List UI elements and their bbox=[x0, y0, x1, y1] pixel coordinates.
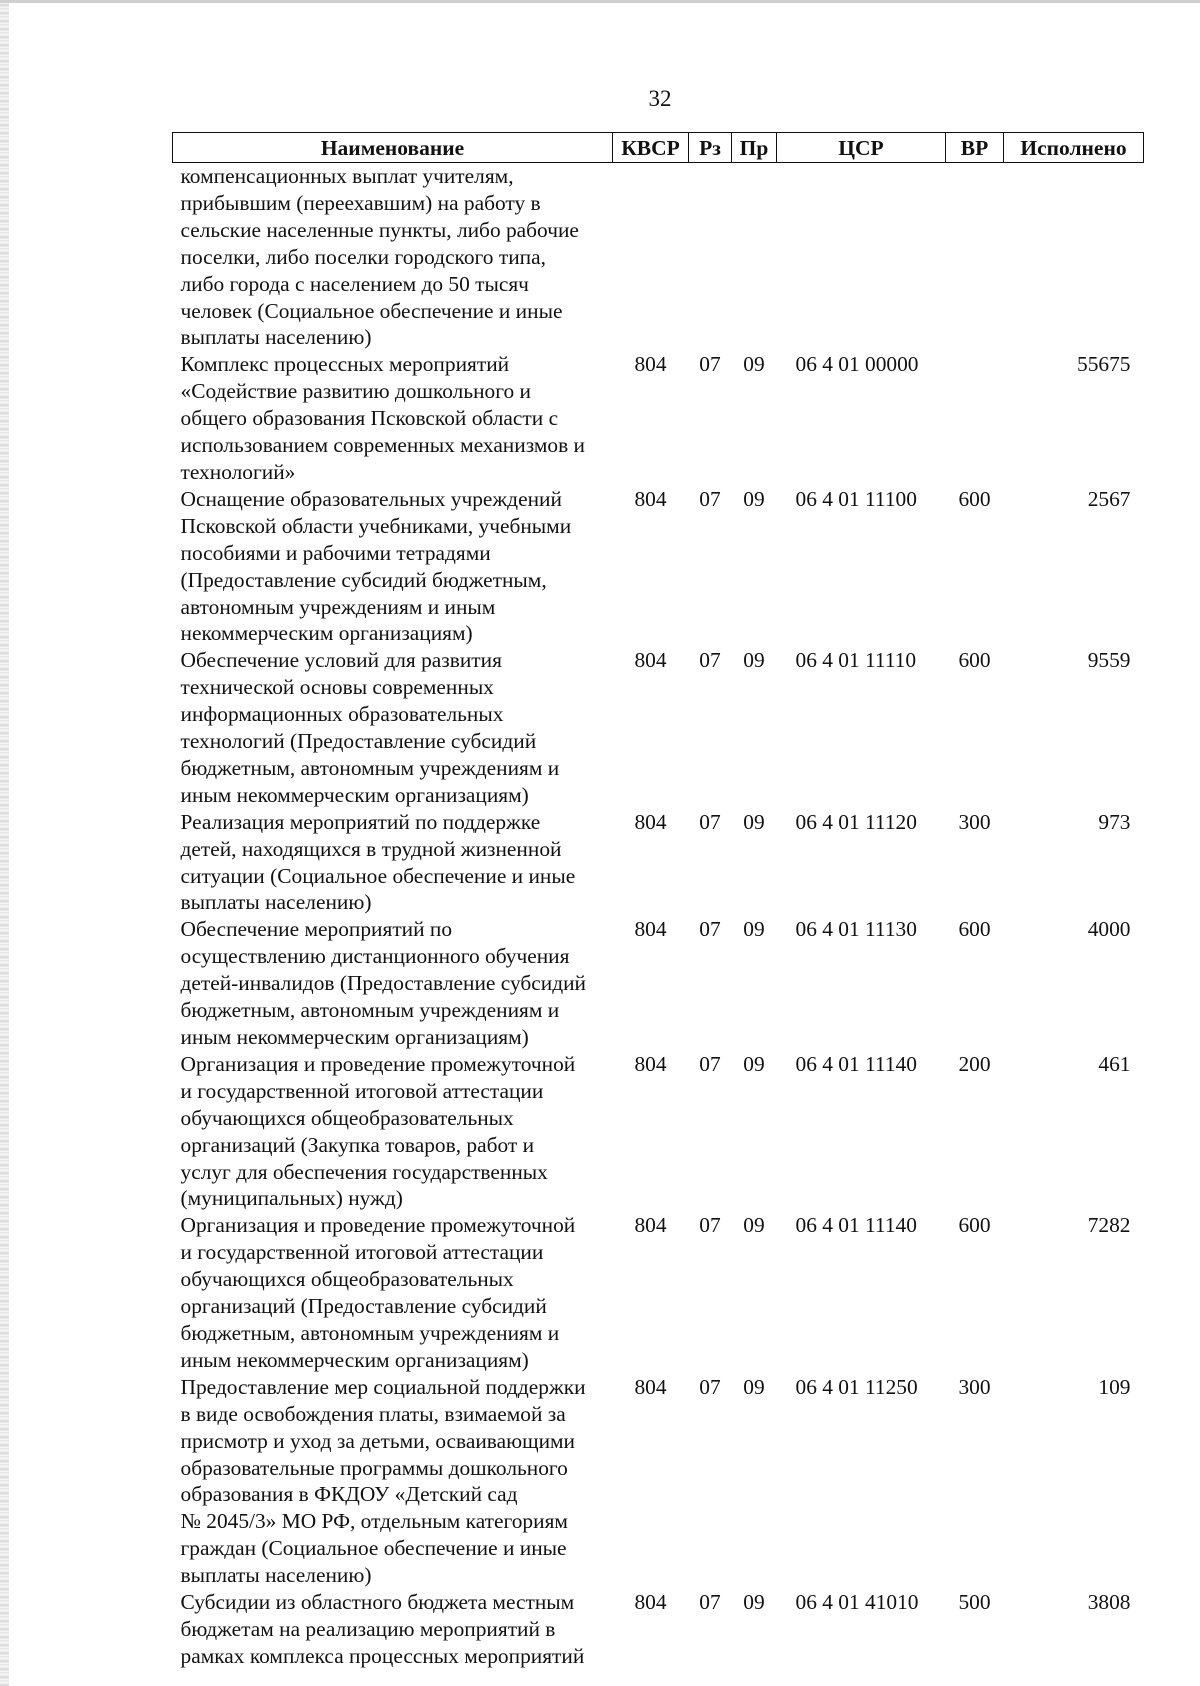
name-line: и государственной итоговой аттестации bbox=[180, 1240, 544, 1265]
row-csr: 06 4 01 00000 bbox=[795, 352, 919, 377]
name-line: сельские населенные пункты, либо рабочие bbox=[180, 217, 579, 242]
name-line: присмотр и уход за детьми, осваивающими bbox=[180, 1428, 575, 1453]
name-line: технологий» bbox=[180, 459, 296, 484]
row-sum: 55675 bbox=[1077, 352, 1131, 377]
table-row bbox=[173, 809, 1144, 917]
row-kvsr bbox=[613, 163, 689, 352]
name-line: бюджетным, автономным учреждениям и bbox=[180, 1320, 560, 1345]
name-line: некоммерческим организациям) bbox=[180, 621, 473, 646]
name-line: прибывшим (переехавшим) на работу в bbox=[180, 190, 541, 215]
name-line: организаций (Предоставление субсидий bbox=[180, 1294, 547, 1319]
name-line: образования в ФКДОУ «Детский сад bbox=[180, 1482, 518, 1507]
row-vr: 300 bbox=[958, 1374, 991, 1399]
row-pr: 09 bbox=[743, 1374, 765, 1399]
name-line: технической основы современных bbox=[180, 675, 494, 700]
row-rz bbox=[689, 163, 732, 352]
row-kvsr: 804 bbox=[634, 809, 667, 834]
row-pr: 09 bbox=[743, 486, 765, 511]
name-line: образовательные программы дошкольного bbox=[180, 1455, 568, 1480]
header-kvsr: КВСР bbox=[613, 133, 689, 163]
row-kvsr: 804 bbox=[634, 648, 667, 673]
row-vr: 500 bbox=[958, 1590, 991, 1615]
row-rz: 07 bbox=[699, 1213, 721, 1238]
name-line: «Содействие развитию дошкольного и bbox=[180, 379, 531, 404]
row-rz: 07 bbox=[699, 809, 721, 834]
name-line: бюджетным, автономным учреждениям и bbox=[180, 998, 560, 1023]
header-pr: Пр bbox=[732, 133, 777, 163]
row-rz: 07 bbox=[699, 917, 721, 942]
name-line: либо города с населением до 50 тысяч bbox=[180, 271, 529, 296]
row-rz: 07 bbox=[699, 486, 721, 511]
name-line: Организация и проведение промежуточной bbox=[180, 1051, 576, 1076]
name-line: выплаты населению) bbox=[180, 325, 372, 350]
name-line: ситуации (Социальное обеспечение и иные bbox=[180, 863, 576, 888]
row-name bbox=[173, 351, 613, 486]
name-line: информационных образовательных bbox=[180, 702, 504, 727]
table-body bbox=[173, 163, 1144, 1670]
scan-top-edge bbox=[0, 0, 1200, 3]
row-sum: 109 bbox=[1098, 1374, 1131, 1399]
row-pr: 09 bbox=[743, 648, 765, 673]
row-sum: 461 bbox=[1098, 1051, 1131, 1076]
row-name bbox=[173, 1589, 613, 1670]
table-row bbox=[173, 163, 1144, 352]
row-csr: 06 4 01 11120 bbox=[795, 809, 917, 834]
name-line: Обеспечение мероприятий по bbox=[180, 917, 453, 942]
name-line: осуществлению дистанционного обучения bbox=[180, 944, 570, 969]
header-name: Наименование bbox=[173, 133, 613, 163]
row-sum: 973 bbox=[1098, 809, 1131, 834]
name-line: Организация и проведение промежуточной bbox=[180, 1213, 576, 1238]
name-line: общего образования Псковской области с bbox=[180, 406, 559, 431]
row-pr: 09 bbox=[743, 917, 765, 942]
name-line: поселки, либо поселки городского типа, bbox=[180, 244, 546, 269]
row-rz: 07 bbox=[699, 648, 721, 673]
row-csr: 06 4 01 11130 bbox=[795, 917, 917, 942]
table-row bbox=[173, 647, 1144, 808]
name-line: граждан (Социальное обеспечение и иные bbox=[180, 1536, 567, 1561]
name-line: Комплекс процессных мероприятий bbox=[180, 352, 510, 377]
name-line: бюджетам на реализацию мероприятий в bbox=[180, 1616, 556, 1641]
row-csr: 06 4 01 11140 bbox=[795, 1213, 917, 1238]
name-line: компенсационных выплат учителям, bbox=[180, 164, 514, 188]
name-line: и государственной итоговой аттестации bbox=[180, 1078, 544, 1103]
name-line: обучающихся общеобразовательных bbox=[180, 1267, 514, 1292]
row-sum: 7282 bbox=[1087, 1213, 1131, 1238]
row-kvsr: 804 bbox=[634, 352, 667, 377]
name-line: в виде освобождения платы, взимаемой за bbox=[180, 1401, 566, 1426]
row-sum: 9559 bbox=[1087, 648, 1131, 673]
row-sum: 3808 bbox=[1087, 1590, 1131, 1615]
name-line: иным некоммерческим организациям) bbox=[180, 1025, 529, 1049]
row-pr: 09 bbox=[743, 352, 765, 377]
name-line: Псковской области учебниками, учебными bbox=[180, 513, 572, 538]
table-header bbox=[173, 133, 1144, 163]
row-name bbox=[173, 1051, 613, 1212]
table-row bbox=[173, 486, 1144, 647]
row-csr: 06 4 01 11110 bbox=[795, 648, 917, 673]
name-line: выплаты населению) bbox=[180, 1563, 372, 1588]
row-csr: 06 4 01 11140 bbox=[795, 1051, 917, 1076]
name-line: иным некоммерческим организациям) bbox=[180, 782, 529, 807]
row-pr: 09 bbox=[743, 1051, 765, 1076]
row-pr bbox=[732, 163, 777, 352]
name-line: бюджетным, автономным учреждениям и bbox=[180, 755, 560, 780]
row-sum: 4000 bbox=[1087, 917, 1131, 942]
row-name bbox=[173, 647, 613, 808]
row-kvsr: 804 bbox=[634, 1051, 667, 1076]
budget-table bbox=[172, 132, 1144, 1670]
name-line: Предоставление мер социальной поддержки bbox=[180, 1374, 586, 1399]
row-name bbox=[173, 486, 613, 647]
name-line: Обеспечение условий для развития bbox=[180, 648, 502, 673]
table-row bbox=[173, 1589, 1144, 1670]
table-row bbox=[173, 1212, 1144, 1373]
table-row bbox=[173, 916, 1144, 1051]
page-number: 32 bbox=[648, 86, 672, 111]
name-line: технологий (Предоставление субсидий bbox=[180, 729, 537, 754]
name-line: (Предоставление субсидий бюджетным, bbox=[180, 567, 547, 592]
header-csr: ЦСР bbox=[777, 133, 946, 163]
name-line: Реализация мероприятий по поддержке bbox=[180, 809, 541, 834]
name-line: (муниципальных) нужд) bbox=[180, 1186, 403, 1211]
row-csr: 06 4 01 41010 bbox=[795, 1590, 919, 1615]
name-line: Субсидии из областного бюджета местным bbox=[180, 1590, 575, 1615]
name-line: пособиями и рабочими тетрадями bbox=[180, 540, 491, 565]
row-kvsr: 804 bbox=[634, 486, 667, 511]
name-line: использованием современных механизмов и bbox=[180, 433, 585, 458]
name-line: выплаты населению) bbox=[180, 890, 372, 915]
row-sum: 2567 bbox=[1087, 486, 1131, 511]
row-kvsr: 804 bbox=[634, 917, 667, 942]
row-vr: 600 bbox=[958, 486, 991, 511]
name-line: человек (Социальное обеспечение и иные bbox=[180, 298, 563, 323]
row-vr: 600 bbox=[958, 917, 991, 942]
row-name bbox=[173, 809, 613, 917]
table-row bbox=[173, 351, 1144, 486]
row-name bbox=[173, 163, 613, 352]
name-line: услуг для обеспечения государственных bbox=[180, 1159, 548, 1184]
row-vr: 600 bbox=[958, 648, 991, 673]
row-csr: 06 4 01 11250 bbox=[795, 1374, 918, 1399]
row-pr: 09 bbox=[743, 1590, 765, 1615]
row-pr: 09 bbox=[743, 1213, 765, 1238]
row-vr: 200 bbox=[958, 1051, 991, 1076]
row-vr: 300 bbox=[958, 809, 991, 834]
name-line: детей-инвалидов (Предоставление субсидий bbox=[180, 971, 586, 996]
row-rz: 07 bbox=[699, 1590, 721, 1615]
name-line: иным некоммерческим организациям) bbox=[180, 1347, 529, 1372]
row-sum bbox=[1004, 163, 1144, 352]
row-name bbox=[173, 1212, 613, 1373]
row-csr: 06 4 01 11100 bbox=[795, 486, 917, 511]
row-kvsr: 804 bbox=[634, 1374, 667, 1399]
row-vr bbox=[946, 163, 1004, 352]
name-line: организаций (Закупка товаров, работ и bbox=[180, 1132, 535, 1157]
row-vr bbox=[946, 351, 1004, 486]
row-kvsr: 804 bbox=[634, 1213, 667, 1238]
table-row bbox=[173, 1374, 1144, 1589]
row-rz: 07 bbox=[699, 1051, 721, 1076]
scan-edge bbox=[0, 0, 9, 1686]
row-rz: 07 bbox=[699, 352, 721, 377]
name-line: рамках комплекса процессных мероприятий bbox=[180, 1643, 585, 1668]
row-kvsr: 804 bbox=[634, 1590, 667, 1615]
name-line: автономным учреждениям и иным bbox=[180, 594, 496, 619]
row-name bbox=[173, 1374, 613, 1589]
name-line: детей, находящихся в трудной жизненной bbox=[180, 836, 562, 861]
header-sum: Исполнено bbox=[1004, 133, 1144, 163]
row-vr: 600 bbox=[958, 1213, 991, 1238]
row-csr bbox=[777, 163, 946, 352]
name-line: Оснащение образовательных учреждений bbox=[180, 486, 562, 511]
name-line: № 2045/3» МО РФ, отдельным категориям bbox=[180, 1509, 568, 1534]
row-pr: 09 bbox=[743, 809, 765, 834]
header-vr: ВР bbox=[946, 133, 1004, 163]
row-name bbox=[173, 916, 613, 1051]
row-rz: 07 bbox=[699, 1374, 721, 1399]
name-line: обучающихся общеобразовательных bbox=[180, 1105, 514, 1130]
header-rz: Рз bbox=[689, 133, 732, 163]
table-row bbox=[173, 1051, 1144, 1212]
